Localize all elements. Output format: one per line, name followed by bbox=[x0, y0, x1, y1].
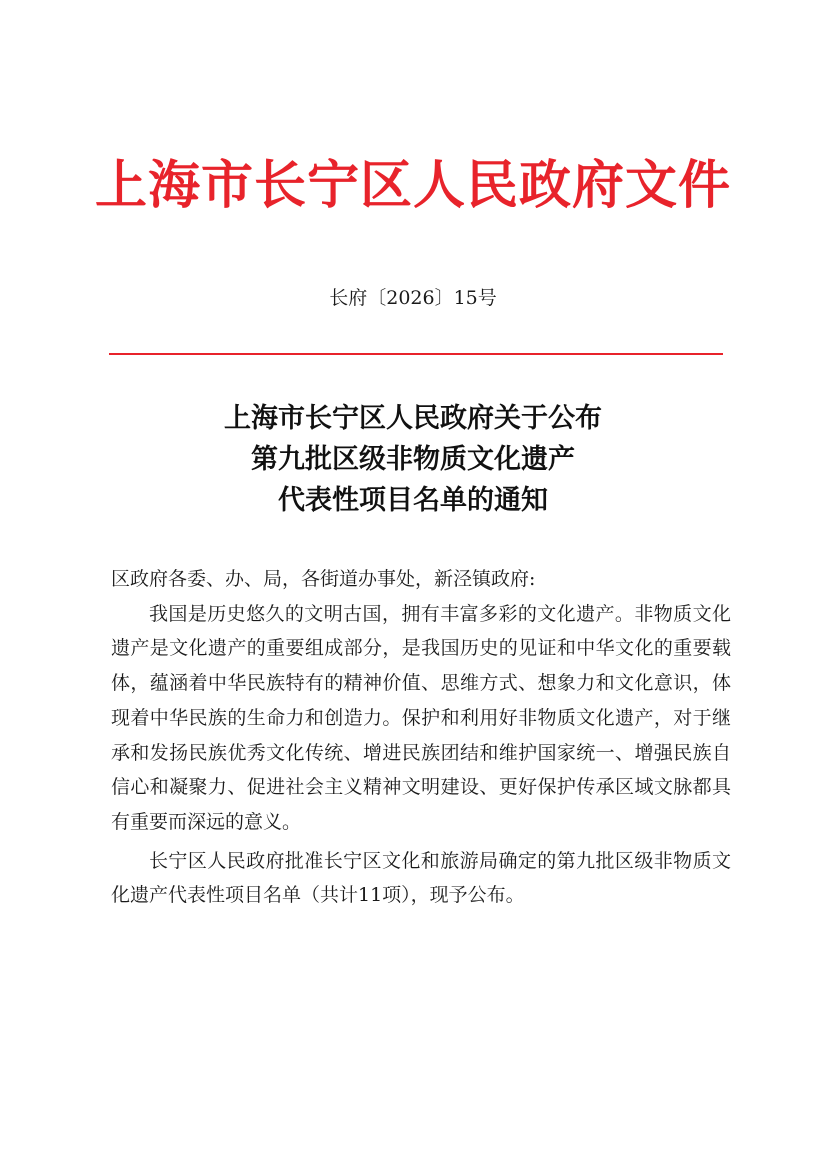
document-number: 长府〔2026〕15号 bbox=[329, 287, 497, 309]
red-separator-line bbox=[109, 353, 723, 355]
notice-title-line-2: 第九批区级非物质文化遗产 bbox=[251, 444, 575, 475]
body-paragraph-1: 我国是历史悠久的文明古国，拥有丰富多彩的文化遗产。非物质文化遗产是文化遗产的重要组成部分，是我国历史的见证和中华文化的重要载体，蕴涵着中华民族特有的精神价值、思维方式、想象力和文化意识，体现着中华民族的生命力和创造力。保护和利用好非物质文化遗产，对于继承和发扬民族优秀文化传统、增进民族团结和维护国家统一、增强民族自信心和凝聚力、促进社会主义精神文明建设、更好保护传承区域文脉都具有重要而深远的意义。 bbox=[111, 602, 731, 833]
notice-title bbox=[0, 398, 826, 521]
body-paragraph-2: 长宁区人民政府批准长宁区文化和旅游局确定的第九批区级非物质文化遗产代表性项目名单（共计11项），现予公布。 bbox=[111, 849, 731, 907]
notice-title-line-1: 上海市长宁区人民政府关于公布 bbox=[224, 403, 602, 434]
notice-title-line-3: 代表性项目名单的通知 bbox=[278, 485, 548, 516]
document-masthead: 上海市长宁区人民政府文件 bbox=[94, 155, 731, 216]
addressee-line: 区政府各委、办、局，各街道办事处，新泾镇政府: bbox=[111, 568, 536, 590]
notice-body bbox=[111, 562, 731, 913]
